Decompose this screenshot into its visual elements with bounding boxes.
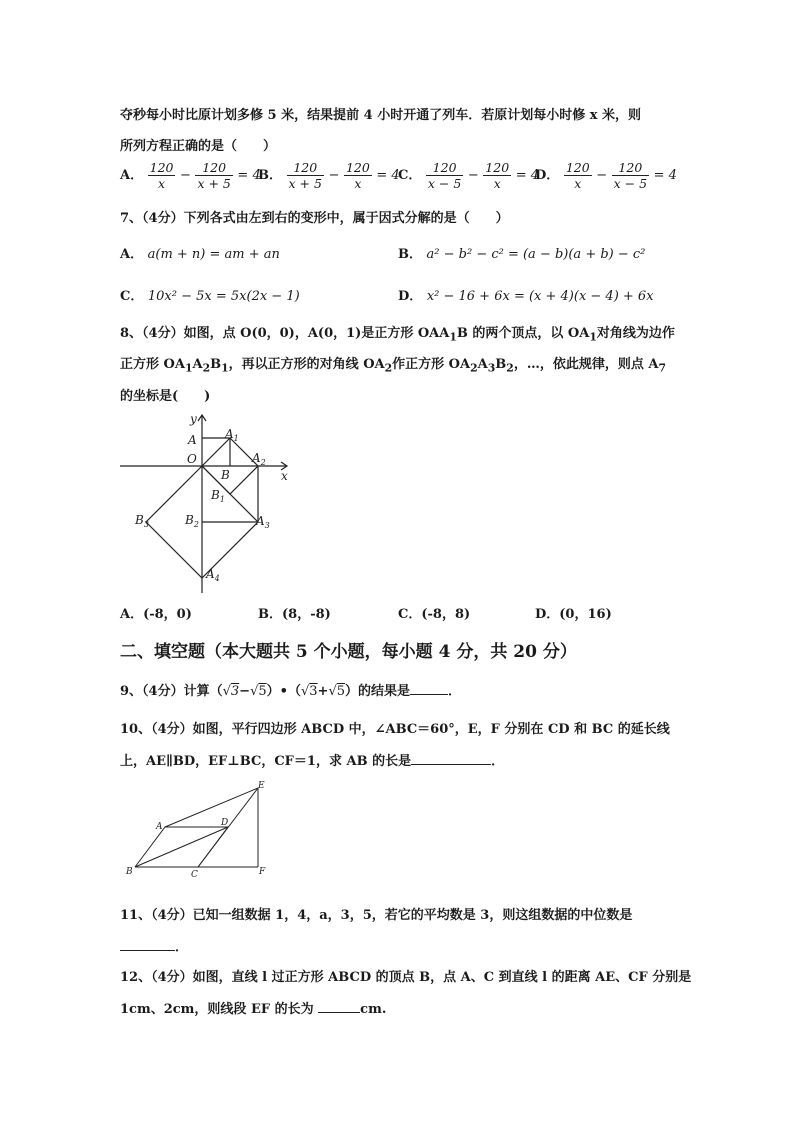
fraction: $\frac{120}{x}$ xyxy=(485,160,510,191)
q7-option-a[interactable]: A． a(m + n) = am + an xyxy=(120,247,280,262)
fraction: $\frac{120}{x}$ xyxy=(565,160,590,191)
label-a: A xyxy=(156,822,163,832)
label-a4: $A_4$ xyxy=(206,567,220,583)
label-o: O xyxy=(187,452,197,466)
label-b1: $B_1$ xyxy=(211,488,225,504)
label-d: D xyxy=(221,818,229,828)
q8-line3: 的坐标是( ) xyxy=(120,389,211,404)
fraction: $\frac{120}{x - 5}$ xyxy=(427,160,462,191)
label-a3: $A_3$ xyxy=(256,514,270,530)
q8-option-a[interactable]: A．(-8，0) xyxy=(120,607,192,622)
label-a2: $A_2$ xyxy=(252,451,266,467)
q6-line1: 夺秒每小时比原计划多修 5 米，结果提前 4 小时开通了列车．若原计划每小时修 x 米，则 xyxy=(120,108,641,123)
label-a: A xyxy=(188,433,197,447)
q8-option-c[interactable]: C．(-8，8) xyxy=(398,607,471,622)
q7-option-b[interactable]: B． a² − b² − c² = (a − b)(a + b) − c² xyxy=(398,247,646,262)
label-e: E xyxy=(258,781,265,791)
q8-figure xyxy=(115,405,300,595)
q12-line2: 1cm、2cm，则线段 EF 的长为 cm. xyxy=(120,998,386,1017)
q12-line1: 12、（4分）如图，直线 l 过正方形 ABCD 的顶点 B，点 A、C 到直线 l 的距离 AE、CF 分别是 xyxy=(120,970,692,985)
q10-line2: 上，AE∥BD，EF⊥BC，CF＝1，求 AB 的长是 ． xyxy=(120,750,504,769)
answer-blank[interactable] xyxy=(410,681,448,695)
q8-option-b[interactable]: B．(8，-8) xyxy=(258,607,331,622)
segment-ae xyxy=(165,788,258,827)
fraction: $\frac{120}{x}$ xyxy=(149,160,174,191)
q7-option-d[interactable]: D． x² − 16 + 6x = (x + 4)(x − 4) + 6x xyxy=(398,289,654,304)
label-c: C xyxy=(191,870,198,878)
answer-blank[interactable] xyxy=(318,999,360,1013)
q9-line: 9、（4分）计算（√3−√5）•（√3+√5）的结果是 ． xyxy=(120,680,461,699)
section-title: 二、填空题（本大题共 5 个小题，每小题 4 分，共 20 分） xyxy=(120,642,577,662)
q11-line1: 11、（4分）已知一组数据 1，4，a，3，5，若它的平均数是 3，则这组数据的中位数是 xyxy=(120,908,633,923)
q8-option-d[interactable]: D．(0，16) xyxy=(535,607,612,622)
q6-line2: 所列方程正确的是（ ） xyxy=(120,139,277,154)
label-f: F xyxy=(259,867,266,877)
fraction: $\frac{120}{x + 5}$ xyxy=(197,160,231,191)
q7-stem: 7、（4分）下列各式由左到右的变形中，属于因式分解的是（ ） xyxy=(120,211,509,226)
q6-option-c[interactable]: C． $\frac{120}{x - 5}$ − $\frac{120}{x}$ = 4 xyxy=(398,160,539,191)
q6-option-b[interactable]: B． $\frac{120}{x + 5}$ − $\frac{120}{x}$ = 4 xyxy=(258,160,400,191)
label-a1: $A_1$ xyxy=(225,427,239,443)
fraction: $\frac{120}{x}$ xyxy=(345,160,370,191)
answer-blank[interactable] xyxy=(120,937,175,951)
fraction: $\frac{120}{x - 5}$ xyxy=(613,160,648,191)
q10-line1: 10、（4分）如图，平行四边形 ABCD 中，∠ABC＝60°，E，F 分别在 CD 和 BC 的延长线 xyxy=(120,722,670,737)
answer-blank[interactable] xyxy=(411,751,491,765)
label-b3: $B_3$ xyxy=(135,513,149,529)
diagonal-oa1 xyxy=(202,438,230,466)
label-b: B xyxy=(126,867,133,877)
q10-figure xyxy=(120,778,275,878)
q7-option-c[interactable]: C． 10x² − 5x = 5x(2x − 1) xyxy=(120,289,300,304)
q11-line2: ． xyxy=(120,936,188,955)
label-b2: $B_2$ xyxy=(185,513,199,529)
label-y: y xyxy=(190,412,197,426)
fraction: $\frac{120}{x + 5}$ xyxy=(288,160,322,191)
label-x: x xyxy=(281,469,288,483)
q8-line2: 正方形 $OA_1A_2B_1$，再以正方形的对角线 $OA_2$作正方形 $OA_2A_3B_2$，…，依此规律，则点 $A_7$ xyxy=(120,357,666,375)
q6-option-d[interactable]: D． $\frac{120}{x}$ − $\frac{120}{x - 5}$ = 4 xyxy=(535,160,677,191)
diagonal-bd xyxy=(135,827,228,867)
q6-option-a[interactable]: A． $\frac{120}{x}$ − $\frac{120}{x + 5}$ = 4 xyxy=(120,160,261,191)
q8-line1: 8、（4分）如图，点 O(0，0)，A(0，1)是正方形 $OAA_1B$ 的两个顶点，以 $OA_1$对角线为边作 xyxy=(120,326,675,344)
label-b: B xyxy=(221,468,230,482)
